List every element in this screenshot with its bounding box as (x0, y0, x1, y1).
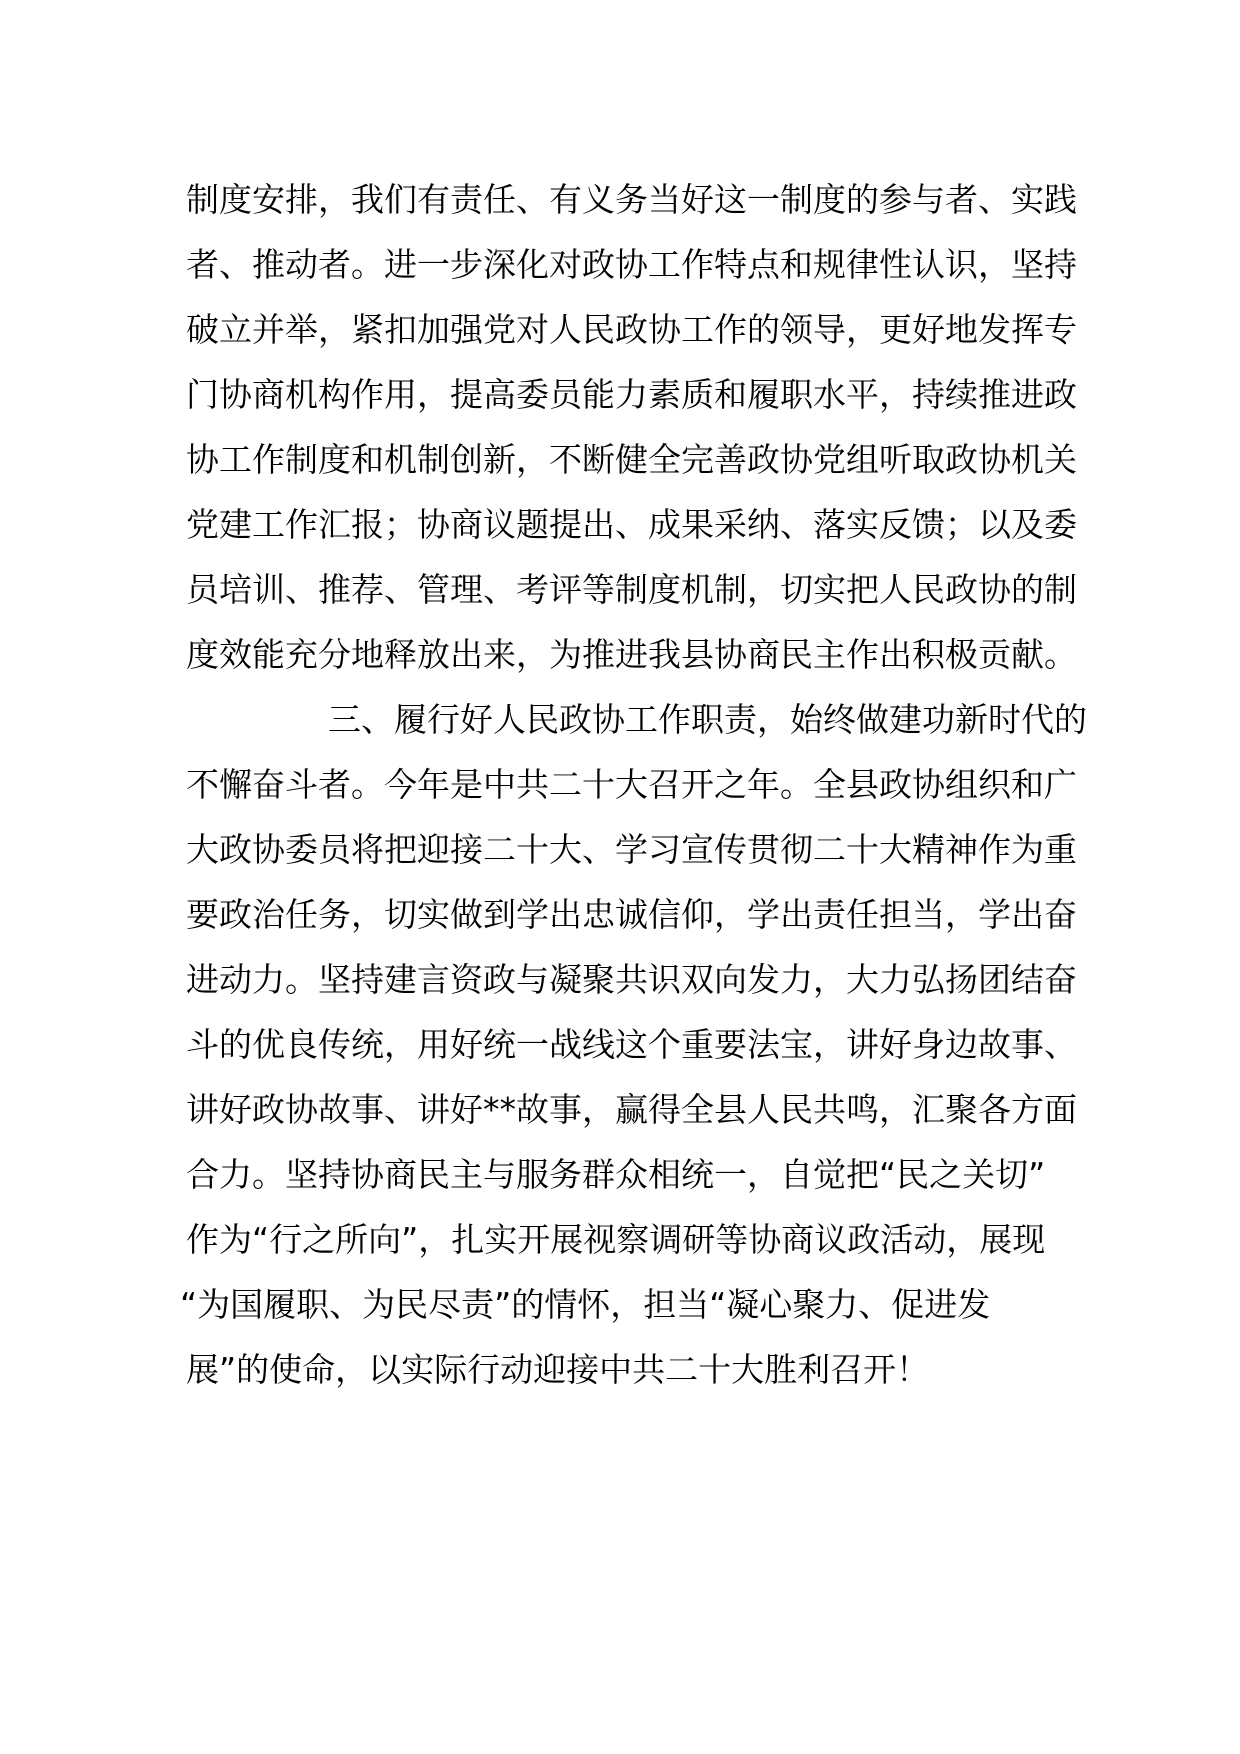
text-line: 党建工作汇报；协商议题提出、成果采纳、落实反馈；以及委 (186, 505, 1077, 544)
text-line: “为国履职、为民尽责”的情怀，担当“凝心聚力、促进发 (180, 1285, 991, 1324)
text-line: 合力。坚持协商民主与服务群众相统一，自觉把“民之关切” (186, 1155, 1046, 1194)
text-line: 不懈奋斗者。今年是中共二十大召开之年。全县政协组织和广 (186, 765, 1077, 804)
text-line: 要政治任务，切实做到学出忠诚信仰，学出责任担当，学出奋 (186, 895, 1077, 934)
text-line: 展”的使命，以实际行动迎接中共二十大胜利召开！ (186, 1350, 930, 1389)
section-heading-line: 三、履行好人民政协工作职责，始终做建功新时代的 (328, 700, 1087, 739)
paragraph-section-three (180, 687, 1087, 1402)
text-line: 者、推动者。进一步深化对政协工作特点和规律性认识，坚持 (186, 245, 1077, 284)
text-line: 斗的优良传统，用好统一战线这个重要法宝，讲好身边故事、 (186, 1025, 1077, 1064)
text-line: 破立并举，紧扣加强党对人民政协工作的领导，更好地发挥专 (186, 310, 1077, 349)
text-line: 协工作制度和机制创新，不断健全完善政协党组听取政协机关 (186, 440, 1077, 479)
document-body (180, 167, 1087, 1402)
text-line: 讲好政协故事、讲好**故事，赢得全县人民共鸣，汇聚各方面 (186, 1090, 1077, 1129)
text-line: 门协商机构作用，提高委员能力素质和履职水平，持续推进政 (186, 375, 1077, 414)
text-line: 大政协委员将把迎接二十大、学习宣传贯彻二十大精神作为重 (186, 830, 1077, 869)
text-line: 制度安排，我们有责任、有义务当好这一制度的参与者、实践 (186, 180, 1077, 219)
text-line: 员培训、推荐、管理、考评等制度机制，切实把人民政协的制 (186, 570, 1077, 609)
text-line: 进动力。坚持建言资政与凝聚共识双向发力，大力弘扬团结奋 (186, 960, 1077, 999)
text-line: 作为“行之所向”，扎实开展视察调研等协商议政活动，展现 (186, 1220, 1046, 1259)
text-line: 度效能充分地释放出来，为推进我县协商民主作出积极贡献。 (186, 635, 1077, 674)
paragraph-continued (186, 167, 1077, 687)
